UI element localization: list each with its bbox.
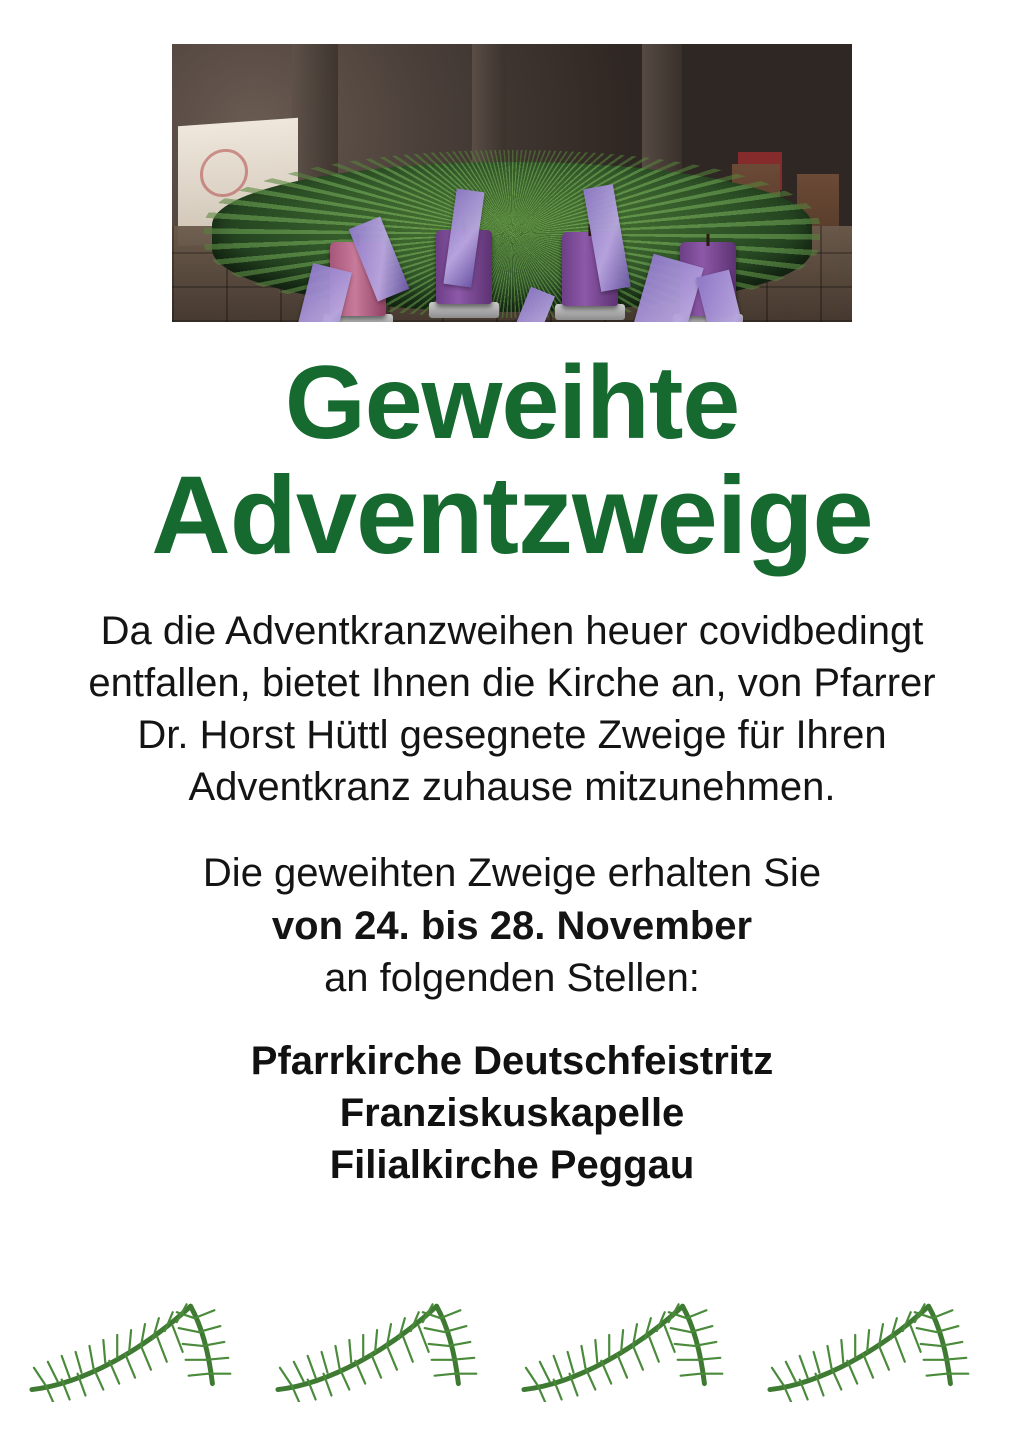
list-item: Pfarrkirche Deutschfeistritz <box>250 1039 774 1084</box>
advent-wreath <box>212 162 812 312</box>
list-item: Filialkirche Peggau <box>329 1143 695 1188</box>
fir-twig-icon <box>270 1272 508 1402</box>
pickup-info-line-1: Die geweihten Zweige erhalten Sie <box>202 850 822 895</box>
advent-wreath-photo <box>172 44 852 322</box>
fir-twig-icon <box>24 1272 262 1402</box>
pickup-info <box>72 847 952 1005</box>
page-title-line-2: Adventzweige <box>151 454 873 578</box>
fir-twig-icon <box>516 1272 754 1402</box>
pickup-info-line-3: an folgenden Stellen: <box>324 956 700 1001</box>
fir-twig-icon <box>762 1272 1000 1402</box>
twig-decoration-row <box>0 1262 1024 1402</box>
pickup-locations-list <box>72 1035 952 1191</box>
pickup-dates: von 24. bis 28. November <box>271 903 753 948</box>
intro-paragraph: Da die Adventkranzweihen heuer covidbedingt entfallen, bietet Ihnen die Kirche an, von Pfarrer Dr. Horst Hüttl gesegnete Zweige für Ihren Adventkranz zuhause mitzunehmen. <box>88 608 936 809</box>
page-title-line-1: Geweihte <box>284 345 740 461</box>
list-item: Franziskuskapelle <box>339 1091 685 1136</box>
page-title <box>32 345 992 578</box>
candle-holder <box>555 304 625 320</box>
candle-holder <box>429 302 499 318</box>
